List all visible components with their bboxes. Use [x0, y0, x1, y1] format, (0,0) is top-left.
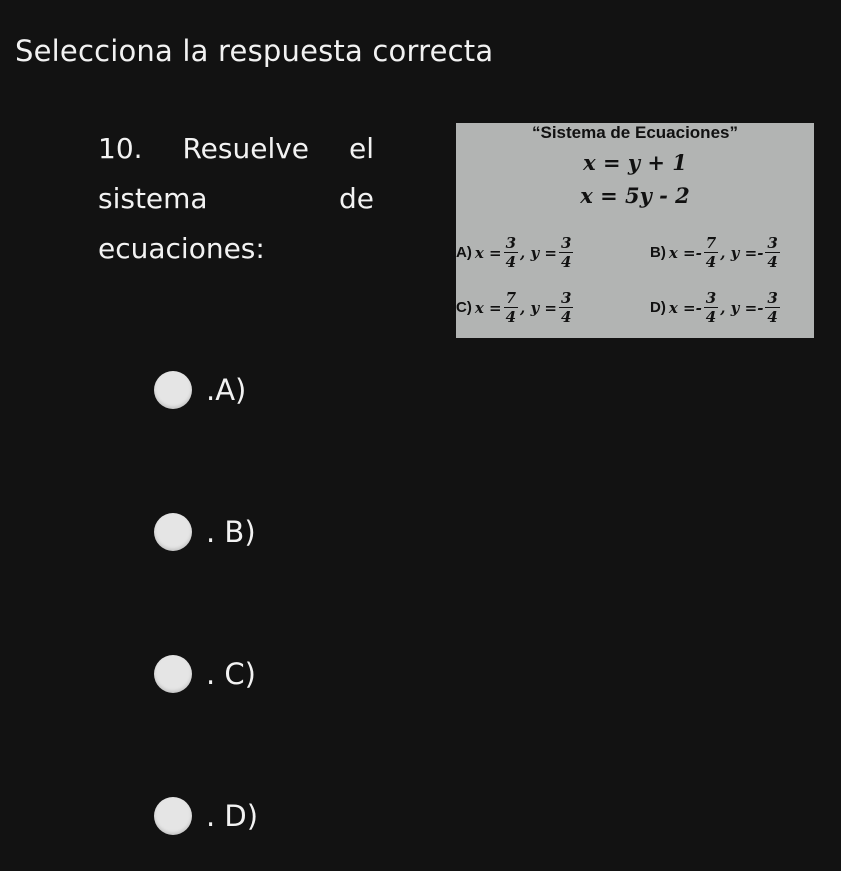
- y-fraction: [559, 234, 573, 271]
- figure-title: “Sistema de Ecuaciones”: [532, 123, 738, 142]
- y-numerator: 3: [767, 289, 778, 307]
- option-letter: A): [456, 244, 472, 261]
- equation-1: x = y + 1: [583, 150, 687, 175]
- y-var: , y =: [520, 243, 557, 262]
- question-line-3: [98, 224, 374, 274]
- y-var: , y =: [720, 298, 758, 317]
- question-word: sistema: [98, 182, 208, 215]
- figure-option-d: [650, 289, 782, 326]
- y-numerator: 3: [767, 234, 778, 252]
- answer-label-a[interactable]: .A): [206, 373, 247, 407]
- x-var: x =: [668, 298, 696, 317]
- y-fraction: [765, 234, 779, 271]
- x-var: x =: [668, 243, 696, 262]
- x-fraction: [504, 289, 518, 326]
- y-denominator: 4: [560, 308, 572, 326]
- x-var: x =: [474, 298, 502, 317]
- radio-button-a[interactable]: [154, 371, 192, 409]
- x-numerator: 3: [705, 289, 717, 307]
- x-sign: -: [695, 298, 702, 317]
- option-letter: D): [650, 299, 666, 316]
- x-var: x =: [474, 243, 502, 262]
- y-denominator: 4: [767, 308, 778, 326]
- figure-option-b: [650, 234, 782, 271]
- y-fraction: [765, 289, 779, 326]
- x-numerator: 7: [705, 234, 717, 252]
- y-var: , y =: [520, 298, 557, 317]
- question-word: de: [339, 182, 374, 215]
- page-title: Selecciona la respuesta correcta: [15, 34, 494, 68]
- y-sign: -: [757, 243, 764, 262]
- equation-system-image: [456, 123, 814, 338]
- x-denominator: 4: [705, 253, 717, 271]
- y-var: , y =: [720, 243, 758, 262]
- y-sign: -: [757, 298, 764, 317]
- answer-label-d[interactable]: . D): [206, 799, 259, 833]
- x-fraction: [504, 234, 518, 271]
- answer-option-b[interactable]: [154, 513, 256, 551]
- answer-label-c[interactable]: . C): [206, 657, 256, 691]
- x-denominator: 4: [505, 308, 516, 326]
- x-numerator: 7: [505, 289, 516, 307]
- option-letter: C): [456, 299, 472, 316]
- answer-option-d[interactable]: [154, 797, 258, 835]
- x-denominator: 4: [705, 308, 717, 326]
- question-line-2: [98, 174, 374, 224]
- question-number: 10.: [98, 132, 143, 165]
- answer-option-c[interactable]: [154, 655, 256, 693]
- question-word: ecuaciones:: [98, 232, 265, 265]
- y-numerator: 3: [560, 234, 572, 252]
- equation-2: x = 5y - 2: [580, 183, 690, 208]
- x-numerator: 3: [505, 234, 516, 252]
- radio-button-d[interactable]: [154, 797, 192, 835]
- question-word: el: [348, 132, 374, 165]
- x-denominator: 4: [505, 253, 516, 271]
- answer-option-a[interactable]: [154, 371, 246, 409]
- question-line-1: [98, 124, 374, 174]
- y-denominator: 4: [767, 253, 778, 271]
- answer-label-b[interactable]: . B): [206, 515, 256, 549]
- x-fraction: [704, 289, 718, 326]
- radio-button-c[interactable]: [154, 655, 192, 693]
- y-fraction: [559, 289, 573, 326]
- question-text: [98, 124, 374, 274]
- figure-option-c: [456, 289, 575, 326]
- option-letter: B): [650, 244, 666, 261]
- x-fraction: [704, 234, 718, 271]
- y-numerator: 3: [560, 289, 572, 307]
- figure-option-a: [456, 234, 575, 271]
- y-denominator: 4: [560, 253, 572, 271]
- radio-button-b[interactable]: [154, 513, 192, 551]
- question-word: Resuelve: [182, 132, 310, 165]
- x-sign: -: [695, 243, 702, 262]
